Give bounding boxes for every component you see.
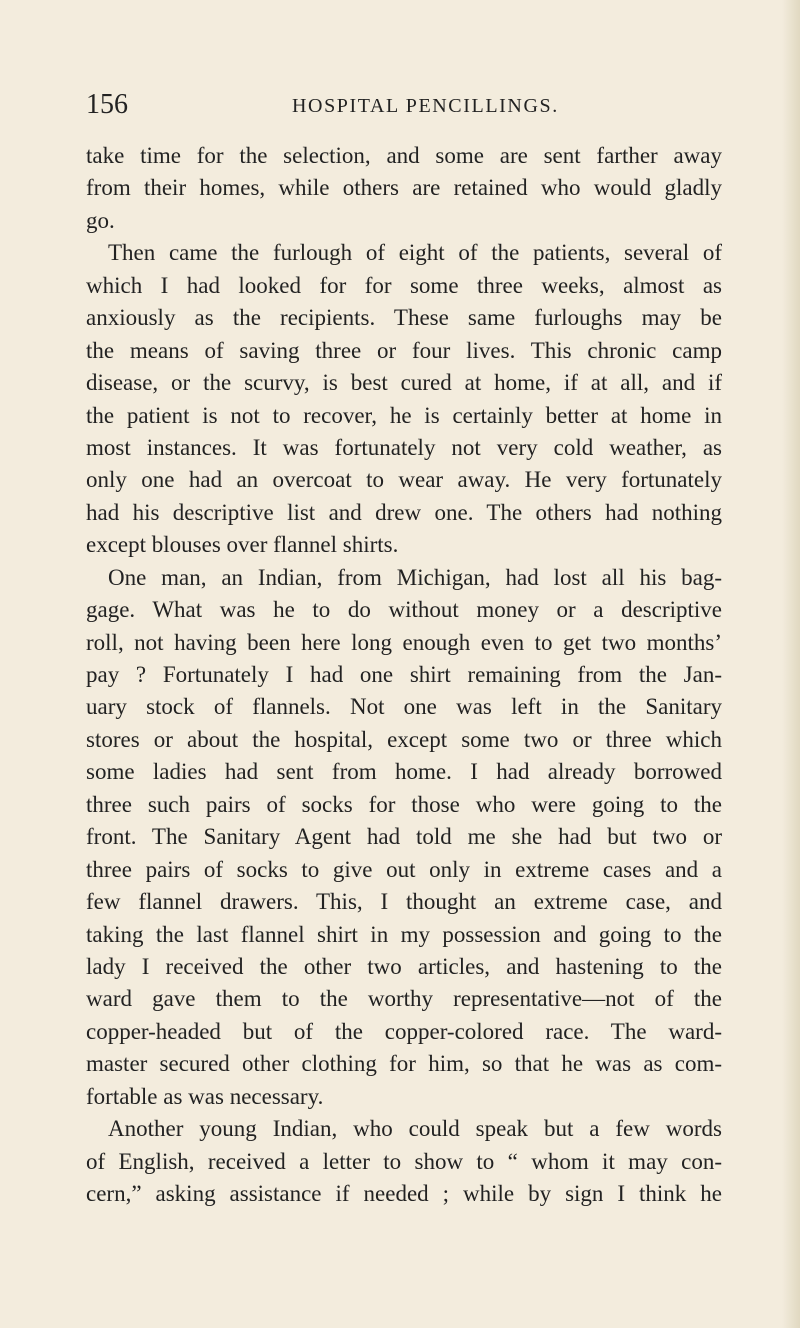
text-line: go. xyxy=(86,207,115,233)
text-line: Then came the furlough of eight of the patients, several of xyxy=(108,240,722,266)
text-line: the patient is not to recover, he is certainly better at home in xyxy=(86,402,722,428)
text-line: only one had an overcoat to wear away. He very fortunately xyxy=(86,467,722,493)
text-line: uary stock of flannels. Not one was left in the Sanitary xyxy=(86,694,722,720)
text-line: gage. What was he to do without money or a descriptive xyxy=(86,597,722,623)
text-line: front. The Sanitary Agent had told me she had but two or xyxy=(86,824,722,850)
text-line: disease, or the scurvy, is best cured at home, if at all, and if xyxy=(86,370,722,396)
text-line: copper-headed but of the copper-colored race. The ward- xyxy=(86,1018,722,1044)
text-line: had his descriptive list and drew one. The others had nothing xyxy=(86,499,722,525)
text-line: fortable as was necessary. xyxy=(86,1083,324,1109)
text-line: the means of saving three or four lives. This chronic camp xyxy=(86,337,722,363)
text-line: of English, received a letter to show to “ whom it may con- xyxy=(86,1148,722,1174)
text-line: take time for the selection, and some are sent farther away xyxy=(86,143,722,168)
text-line: One man, an Indian, from Michigan, had lost all his bag- xyxy=(108,564,722,590)
text-line: three pairs of socks to give out only in extreme cases and a xyxy=(86,856,722,882)
text-line: roll, not having been here long enough even to get two months’ xyxy=(86,629,722,655)
text-line: most instances. It was fortunately not very cold weather, as xyxy=(86,434,722,460)
page-edge-shadow xyxy=(782,0,800,1328)
text-line: stores or about the hospital, except some two or three which xyxy=(86,726,722,752)
page-number: 156 xyxy=(86,89,128,120)
text-line: anxiously as the recipients. These same furloughs may be xyxy=(86,305,722,331)
body-text xyxy=(86,140,722,1210)
page-header xyxy=(86,88,726,128)
text-line: some ladies had sent from home. I had already borrowed xyxy=(86,759,722,785)
text-line: which I had looked for for some three weeks, almost as xyxy=(86,272,722,298)
running-head: HOSPITAL PENCILLINGS. xyxy=(292,95,559,117)
text-line: ward gave them to the worthy representative—not of the xyxy=(86,986,722,1012)
text-line: except blouses over flannel shirts. xyxy=(86,532,399,558)
text-line: few flannel drawers. This, I thought an extreme case, and xyxy=(86,889,722,915)
text-line: master secured other clothing for him, so that he was as com- xyxy=(86,1051,722,1077)
text-line: Another young Indian, who could speak but a few words xyxy=(108,1116,722,1142)
text-line: three such pairs of socks for those who were going to the xyxy=(86,791,722,817)
text-line: pay ? Fortunately I had one shirt remaining from the Jan- xyxy=(86,662,722,687)
text-line: cern,” asking assistance if needed ; while by sign I think he xyxy=(86,1181,722,1206)
text-line: from their homes, while others are retained who would gladly xyxy=(86,175,722,201)
text-line: taking the last flannel shirt in my possession and going to the xyxy=(86,921,722,947)
text-line: lady I received the other two articles, and hastening to the xyxy=(86,953,722,979)
